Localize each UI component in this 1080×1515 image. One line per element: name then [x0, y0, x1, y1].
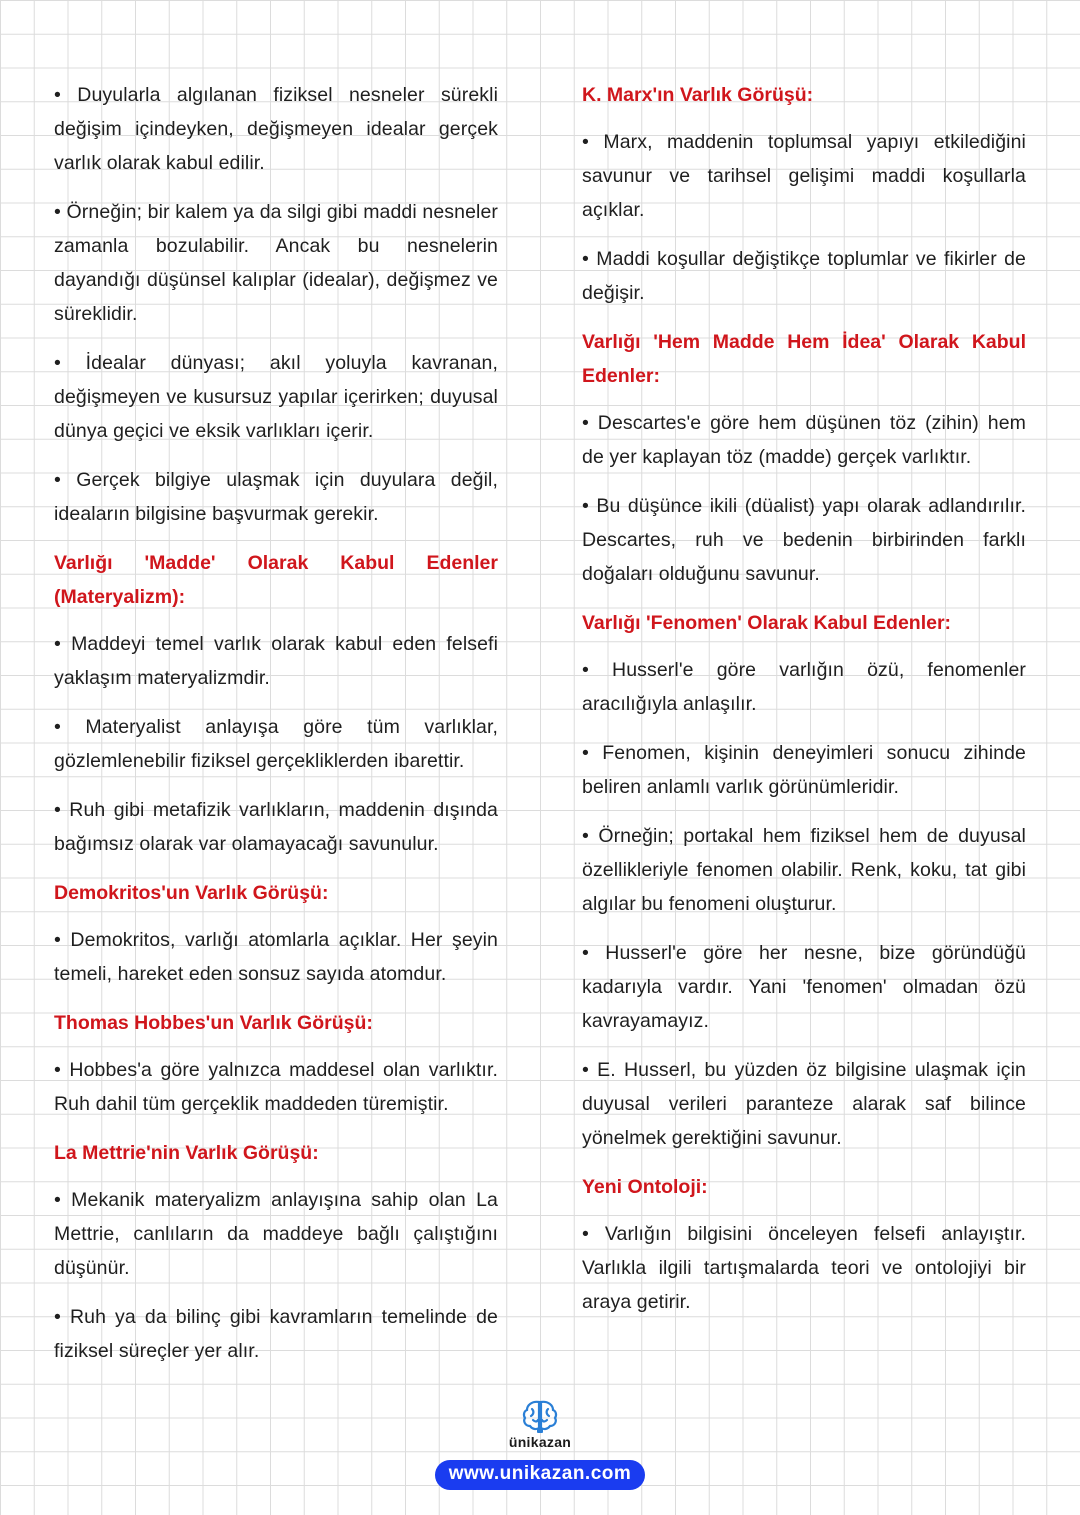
heading-fenomen: Varlığı 'Fenomen' Olarak Kabul Edenler:: [582, 612, 952, 634]
paragraph-portakal-ornek: • Örneğin; portakal hem fiziksel hem de duyusal özellikleriyle fenomen olabilir. Renk, koku, tat gibi algılar bu fenomeni oluşturur.: [582, 825, 1026, 915]
paragraph-maddi-kosullar: • Maddi koşullar değiştikçe toplumlar ve fikirler de değişir.: [582, 248, 1026, 304]
heading-la-mettrie: La Mettrie'nin Varlık Görüşü:: [54, 1142, 319, 1164]
paragraph-kalem-silgi-ornek: • Örneğin; bir kalem ya da silgi gibi maddi nesneler zamanla bozulabilir. Ancak bu nesnelerin dayandığı düşünsel kalıplar (idealar), değişmez ve süreklidir.: [54, 201, 498, 325]
brain-icon: [520, 1398, 560, 1434]
heading-madde-idea: Varlığı 'Hem Madde Hem İdea' Olarak Kabul Edenler:: [582, 331, 1026, 387]
paragraph-gercek-bilgi: • Gerçek bilgiye ulaşmak için duyulara değil, ideaların bilgisine başvurmak gerekir.: [54, 469, 498, 525]
paragraph-idealar-degisim: • Duyularla algılanan fiziksel nesneler sürekli değişim içindeyken, değişmeyen idealar gerçek varlık olarak kabul edilir.: [54, 84, 498, 174]
heading-hobbes: Thomas Hobbes'un Varlık Görüşü:: [54, 1012, 373, 1034]
footer: [0, 1398, 1080, 1490]
right-column: [582, 78, 1026, 1334]
paragraph-descartes-toz: • Descartes'e göre hem düşünen töz (zihin) hem de yer kaplayan töz (madde) gerçek varlıktır.: [582, 412, 1026, 468]
paragraph-ruh-metafizik: • Ruh gibi metafizik varlıkların, maddenin dışında bağımsız olarak var olamayacağı savunulur.: [54, 799, 498, 855]
paragraph-materyalizm-tanim: • Maddeyi temel varlık olarak kabul eden felsefi yaklaşım materyalizmdir.: [54, 633, 498, 689]
paragraph-marx: • Marx, maddenin toplumsal yapıyı etkilediğini savunur ve tarihsel gelişimi maddi koşullarla açıklar.: [582, 131, 1026, 221]
heading-materyalizm: Varlığı 'Madde' Olarak Kabul Edenler (Materyalizm):: [54, 552, 498, 608]
paragraph-fenomen-tanim: • Fenomen, kişinin deneyimleri sonucu zihinde beliren anlamlı varlık görünümleridir.: [582, 742, 1026, 798]
paragraph-husserl-paranteze: • E. Husserl, bu yüzden öz bilgisine ulaşmak için duyusal verileri paranteze alarak saf bilince yönelmek gerektiğini savunur.: [582, 1059, 1026, 1149]
paragraph-la-mettrie: • Mekanik materyalizm anlayışına sahip olan La Mettrie, canlıların da maddeye bağlı çalıştığını düşünür.: [54, 1189, 498, 1279]
website-link[interactable]: www.unikazan.com: [435, 1460, 646, 1490]
paragraph-husserl-nesne: • Husserl'e göre her nesne, bize göründüğü kadarıyla vardır. Yani 'fenomen' olmadan özü kavrayamayız.: [582, 942, 1026, 1032]
paragraph-dualist: • Bu düşünce ikili (düalist) yapı olarak adlandırılır. Descartes, ruh ve bedenin birbirinden farklı doğaları olduğunu savunur.: [582, 495, 1026, 585]
paragraph-ruh-bilinc: • Ruh ya da bilinç gibi kavramların temelinde de fiziksel süreçler yer alır.: [54, 1306, 498, 1362]
left-column: [54, 78, 498, 1383]
logo-text: ünikazan: [508, 1434, 572, 1450]
paragraph-idealar-dunyasi: • İdealar dünyası; akıl yoluyla kavranan, değişmeyen ve kusursuz yapılar içerirken; duyusal dünya geçici ve eksik varlıkları içerir.: [54, 352, 498, 442]
paragraph-demokritos: • Demokritos, varlığı atomlarla açıklar. Her şeyin temeli, hareket eden sonsuz sayıda atomdur.: [54, 929, 498, 985]
unikazan-logo: [0, 1398, 1080, 1450]
paragraph-husserl-oz: • Husserl'e göre varlığın özü, fenomenler aracılığıyla anlaşılır.: [582, 659, 1026, 715]
heading-marx: K. Marx'ın Varlık Görüşü:: [582, 84, 814, 106]
paragraph-materyalist-anlayis: • Materyalist anlayışa göre tüm varlıklar, gözlemlenebilir fiziksel gerçekliklerden ibarettir.: [54, 716, 498, 772]
paragraph-hobbes: • Hobbes'a göre yalnızca maddesel olan varlıktır. Ruh dahil tüm gerçeklik maddeden türemiştir.: [54, 1059, 498, 1115]
heading-demokritos: Demokritos'un Varlık Görüşü:: [54, 882, 329, 904]
heading-yeni-ontoloji: Yeni Ontoloji:: [582, 1176, 708, 1198]
paragraph-yeni-ontoloji: • Varlığın bilgisini önceleyen felsefi anlayıştır. Varlıkla ilgili tartışmalarda teori ve ontolojiyi bir araya getirir.: [582, 1223, 1026, 1313]
